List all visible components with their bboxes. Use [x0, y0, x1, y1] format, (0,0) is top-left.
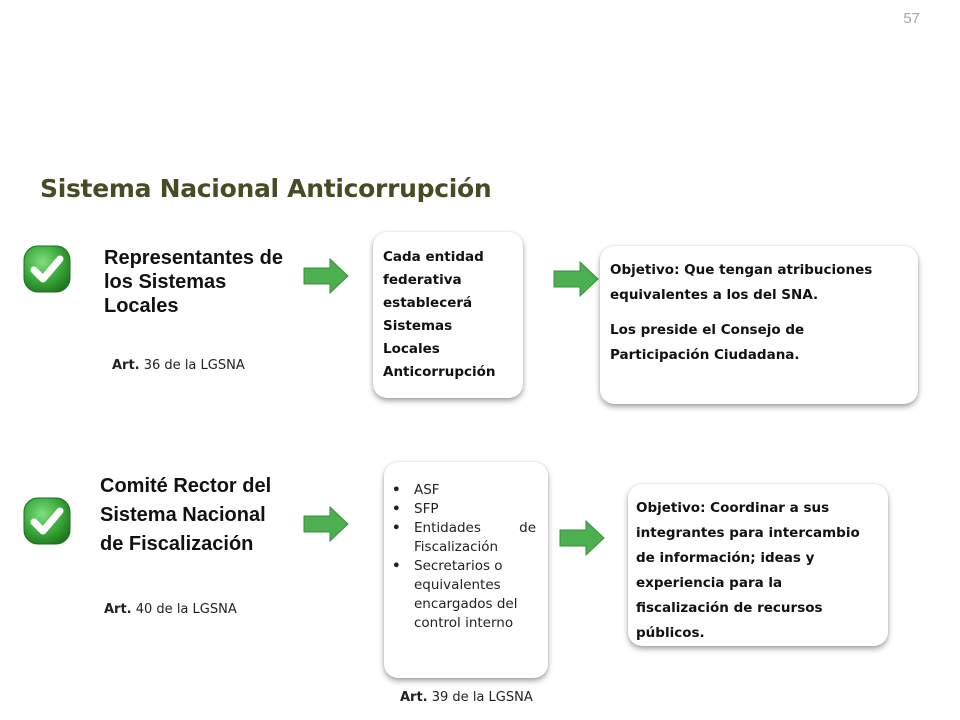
- member-list: [388, 481, 536, 633]
- row1-middle-box: [373, 232, 523, 398]
- list-item: • Entidades de Fiscalización: [392, 520, 536, 555]
- right-arrow-icon: [302, 256, 350, 296]
- box-line: Locales: [383, 341, 440, 357]
- box-line: establecerá: [383, 295, 473, 311]
- box-line: Sistemas: [383, 318, 453, 334]
- article-text: 39 de la LGSNA: [427, 690, 533, 705]
- list-item: • Secretarios o equivalentes encargados del control interno: [392, 558, 518, 631]
- page-title: Sistema Nacional Anticorrupción: [40, 174, 492, 203]
- row2-middle-box: [384, 462, 548, 678]
- row2-heading: Comité Rector del Sistema Nacional de Fiscalización: [100, 475, 272, 555]
- row2-right-box: [628, 484, 888, 646]
- right-arrow-icon: [552, 259, 600, 299]
- president-text: Los preside el Consejo de Participación Ciudadana.: [610, 322, 805, 363]
- article-text: 40 de la LGSNA: [131, 602, 237, 617]
- row1-heading: Representantes de los Sistemas Locales: [104, 247, 283, 317]
- article-prefix: Art.: [112, 358, 140, 373]
- box-line: Anticorrupción: [383, 364, 496, 380]
- list-item: • ASF: [392, 482, 440, 498]
- objective-text: Objetivo: Que tengan atribuciones equivalentes a los del SNA.: [610, 262, 873, 303]
- article-prefix: Art.: [104, 602, 132, 617]
- row1-article: [112, 358, 245, 373]
- box-line: federativa: [383, 272, 462, 288]
- right-arrow-icon: [558, 518, 606, 558]
- article-text: 36 de la LGSNA: [139, 358, 245, 373]
- page-number: 57: [903, 10, 920, 27]
- checkmark-circle-icon: [22, 244, 72, 294]
- objective-text: Objetivo: Coordinar a sus integrantes para intercambio de información; ideas y experiencia para la fiscalización de recursos públicos.: [636, 500, 860, 641]
- checkmark-circle-icon: [22, 496, 72, 546]
- row2-middle-article: [400, 690, 533, 705]
- article-prefix: Art.: [400, 690, 428, 705]
- right-arrow-icon: [302, 504, 350, 544]
- row2-article: [104, 602, 237, 617]
- list-item: • SFP: [392, 501, 439, 517]
- box-line: Cada entidad: [383, 249, 484, 265]
- row1-right-box: [600, 246, 918, 404]
